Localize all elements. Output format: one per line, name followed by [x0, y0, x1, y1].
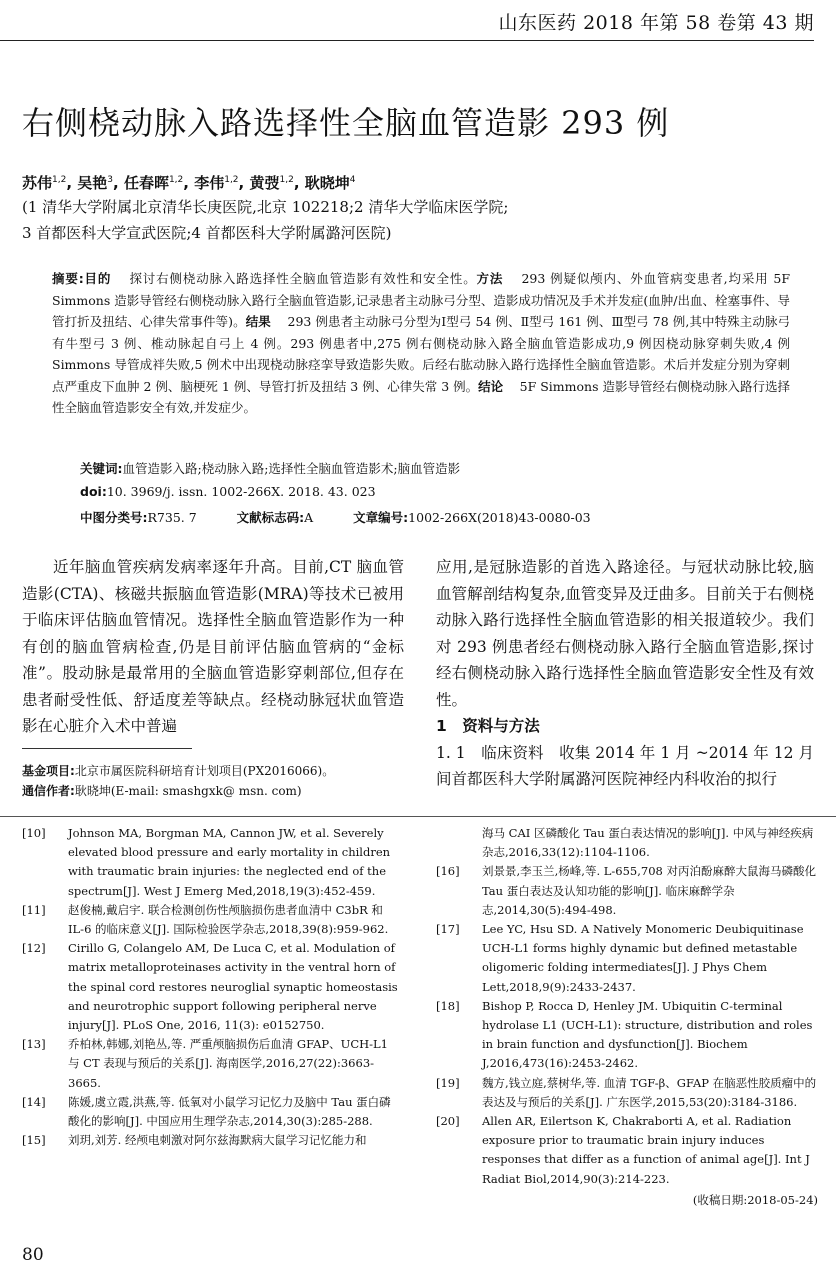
reference-item: [22, 1093, 402, 1131]
author-name: 吴艳: [77, 174, 108, 192]
reference-number: [10]: [22, 826, 46, 840]
author-affil-sup: 1,2: [224, 175, 239, 185]
reference-continuation: [436, 824, 818, 862]
reference-text: Cirillo G, Colangelo AM, De Luca C, et al. Modulation of matrix metalloproteinases activity in the ventral horn of the spinal cord restores neuroglial synaptic homeostasis and neurotrophic support following peripheral nerve injury[J]. PLoS One, 2016, 11(3): e0152750.: [68, 941, 398, 1033]
reference-item: [436, 997, 818, 1074]
reference-item: [436, 1112, 818, 1189]
article-no-label: 文章编号:: [353, 510, 409, 525]
doi: [80, 484, 376, 499]
affiliation-line: 3 首都医科大学宣武医院;4 首都医科大学附属潞河医院): [22, 224, 392, 242]
author-name: 苏伟: [22, 174, 53, 192]
received-date: (收稿日期:2018-05-24): [692, 1192, 818, 1207]
keywords: [80, 459, 460, 477]
corr-text: 耿晓坤(E-mail: smashgxk@ msn. com): [74, 784, 302, 798]
reference-item: [436, 1074, 818, 1112]
footnote-rule: [22, 748, 192, 749]
reference-number: [16]: [436, 864, 460, 879]
methods-text: 293 例疑似颅内、外血管病变患者,均采用 5F Simmons 造影导管经右侧桡动脉入路行全脑血管造影,记录患者主动脉弓分型、造影成功情况及手术并发症(血肿/出血、栓塞事件、导管打折及扭结、心律失常事件等)。: [52, 271, 790, 329]
reference-number: [14]: [22, 1094, 46, 1109]
reference-number: [19]: [436, 1075, 460, 1090]
reference-text: 刘景景,李玉兰,杨峰,等. L-655,708 对丙泊酚麻醉大鼠海马磷酸化 Tau 蛋白表达及认知功能的影响[J]. 临床麻醉学杂志,2014,30(5):494-498.: [482, 864, 817, 917]
author-name: 黄弢: [249, 174, 280, 192]
header-rule: [0, 40, 814, 41]
doi-text: 10. 3969/j. issn. 1002-266X. 2018. 43. 023: [106, 484, 376, 499]
fund-footnote: [22, 762, 334, 781]
conclusion-text: 5F Simmons 造影导管经右侧桡动脉入路行选择性全脑血管造影安全有效,并发症少。: [52, 378, 790, 415]
reference-number: [12]: [22, 941, 46, 956]
author-affil-sup: 1,2: [279, 175, 294, 185]
body-left-column: [22, 554, 404, 740]
reference-number: [11]: [22, 902, 46, 917]
abstract: [52, 268, 790, 419]
references-right: [436, 824, 818, 1210]
author-name: 耿晓坤: [304, 174, 350, 192]
doc-code-value: A: [304, 510, 314, 525]
article-no-value: 1002-266X(2018)43-0080-03: [408, 510, 591, 525]
author-name: 李伟: [194, 174, 225, 192]
fund-label: 基金项目:: [22, 764, 75, 778]
reference-item: [436, 920, 818, 997]
reference-number: [20]: [436, 1114, 460, 1129]
reference-item: [436, 862, 818, 920]
methods-label: 方法: [476, 271, 504, 286]
reference-text: 海马 CAI 区磷酸化 Tau 蛋白表达情况的影响[J]. 中风与神经疾病杂志,2016,33(12):1104-1106.: [482, 826, 814, 860]
doc-code-label: 文献标志码:: [236, 510, 305, 525]
article-title: 右侧桡动脉入路选择性全脑血管造影 293 例: [22, 104, 670, 142]
keywords-text: 血管造影入路;桡动脉入路;选择性全脑血管造影术;脑血管造影: [122, 461, 461, 476]
corresponding-footnote: [22, 782, 302, 801]
author-affil-sup: 3: [107, 175, 114, 185]
references-left: [22, 824, 402, 1150]
clc-value: R735. 7: [147, 510, 197, 525]
reference-text: Allen AR, Eilertson K, Chakraborti A, et al. Radiation exposure prior to traumatic brain injury induces responses that differ as a function of animal age[J]. Int J Radiat Biol,2014,90(3):214-223.: [482, 1114, 810, 1186]
fund-text: 北京市属医院科研培育计划项目(PX2016066)。: [74, 764, 335, 778]
abstract-label: 摘要:: [52, 271, 84, 286]
body-paragraph: 近年脑血管疾病发病率逐年升高。目前,CT 脑血管造影(CTA)、核磁共振脑血管造影(MRA)等技术已被用于临床评估脑血管情况。选择性全脑血管造影作为一种有创的脑血管病检查,仍是目前评估脑血管病的“金标准”。股动脉是最常用的全脑血管造影穿刺部位,但存在患者耐受性低、舒适度差等缺点。经桡动脉冠状血管造影在心脏介入术中普遍: [22, 558, 404, 735]
journal-header: 山东医药 2018 年第 58 卷第 43 期: [498, 12, 814, 34]
reference-number: [15]: [22, 1133, 46, 1148]
reference-item: [22, 1131, 402, 1150]
reference-item: [22, 901, 402, 939]
reference-text: 乔柏林,韩娜,刘艳丛,等. 严重颅脑损伤后血清 GFAP、UCH-L1 与 CT 表现与预后的关系[J]. 海南医学,2016,27(22):3663-3665.: [68, 1037, 388, 1090]
body-right-column: [436, 554, 814, 793]
references-rule: [0, 816, 836, 817]
author-affil-sup: 1,2: [168, 175, 184, 185]
author-affil-sup: 1,2: [52, 175, 67, 185]
reference-number: [18]: [436, 998, 460, 1013]
subsection-paragraph: 1. 1 临床资料 收集 2014 年 1 月 ~2014 年 12 月间首都医科大学附属潞河医院神经内科收治的拟行: [436, 743, 814, 788]
page-number: 80: [22, 1245, 44, 1265]
conclusion-label: 结论: [478, 378, 504, 394]
reference-number: [13]: [22, 1037, 46, 1052]
reference-text: Johnson MA, Borgman MA, Cannon JW, et al. Severely elevated blood pressure and early mortality in children with traumatic brain injuries: the neglected end of the spectrum[J]. West J Emerg Med,2018,19(3):452-459.: [68, 826, 391, 898]
results-text: 293 例患者主动脉弓分型为Ⅰ型弓 54 例、Ⅱ型弓 161 例、Ⅲ型弓 78 例,其中特殊主动脉弓有牛型弓 3 例、椎动脉起自弓上 4 例。293 例患者中,275 例右侧桡动脉入路全脑血管造影成功,9 例因桡动脉穿刺失败,4 例 Simmons 导管成袢失败,5 例术中出现桡动脉痉挛导致造影失败。后经右肱动脉入路行选择性全脑血管造影。术后并发症分别为穿刺点严重皮下血肿 2 例、脑梗死 1 例、导管打折及扭结 3 例、心律失常 3 例。: [52, 314, 790, 394]
affiliation-line: (1 清华大学附属北京清华长庚医院,北京 102218;2 清华大学临床医学院;: [22, 198, 509, 216]
reference-item: [22, 1035, 402, 1093]
keywords-label: 关键词:: [80, 461, 123, 476]
doi-label: doi:: [80, 484, 107, 499]
objective-text: 探讨右侧桡动脉入路选择性全脑血管造影有效性和安全性。: [129, 271, 477, 286]
reference-item: [22, 939, 402, 1035]
clc-label: 中图分类号:: [80, 510, 148, 525]
reference-text: 陈媛,虞立霞,洪燕,等. 低氧对小鼠学习记忆力及脑中 Tau 蛋白磷酸化的影响[J]. 中国应用生理学杂志,2014,30(3):285-288.: [68, 1094, 391, 1129]
reference-text: Bishop P, Rocca D, Henley JM. Ubiquitin C-terminal hydrolase L1 (UCH-L1): structure, distribution and roles in brain function and dysfunction[J]. Biochem J,2016,473(16):2453-2462.: [482, 998, 813, 1071]
author-list: 苏伟$^{1,2}$, 吴艳$^3$, 任春晖$^{1,2}$, 李伟$^{1,2}$, 黄弢$^{1,2}$, 耿晓坤$^4$: [22, 174, 356, 192]
reference-text: 魏方,钱立庭,蔡树华,等. 血清 TGF-β、GFAP 在脑恶性胶质瘤中的表达及与预后的关系[J]. 广东医学,2015,53(20):3184-3186.: [482, 1075, 817, 1109]
classification-row: [80, 508, 627, 526]
corr-label: 通信作者:: [22, 784, 75, 798]
section-heading: 1 资料与方法: [436, 717, 540, 735]
body-paragraph: 应用,是冠脉造影的首选入路途径。与冠状动脉比较,脑血管解剖结构复杂,血管变异及迂曲多。目前关于右侧桡动脉入路行选择性全脑血管造影的相关报道较少。我们对 293 例患者经右侧桡动脉入路行全脑血管造影,探讨经右侧桡动脉入路行选择性全脑血管造影安全性及有效性。: [436, 558, 814, 709]
author-affil-sup: 4: [349, 175, 356, 185]
reference-number: [17]: [436, 922, 460, 937]
reference-item: [22, 824, 402, 901]
reference-text: Lee YC, Hsu SD. A Natively Monomeric Deubiquitinase UCH-L1 forms highly dynamic but defined metastable oligomeric folding intermediates[J]. J Phys Chem Lett,2018,9(9):2433-2437.: [482, 922, 804, 994]
reference-text: 赵俊楠,戴启宇. 联合检测创伤性颅脑损伤患者血清中 C3bR 和 IL-6 的临床意义[J]. 国际检验医学杂志,2018,39(8):959-962.: [68, 902, 389, 937]
reference-text: 刘玥,刘芳. 经颅电刺激对阿尔兹海默病大鼠学习记忆能力和: [68, 1133, 367, 1148]
author-name: 任春晖: [123, 174, 169, 192]
results-label: 结果: [245, 314, 271, 329]
objective-label: 目的: [83, 271, 112, 286]
